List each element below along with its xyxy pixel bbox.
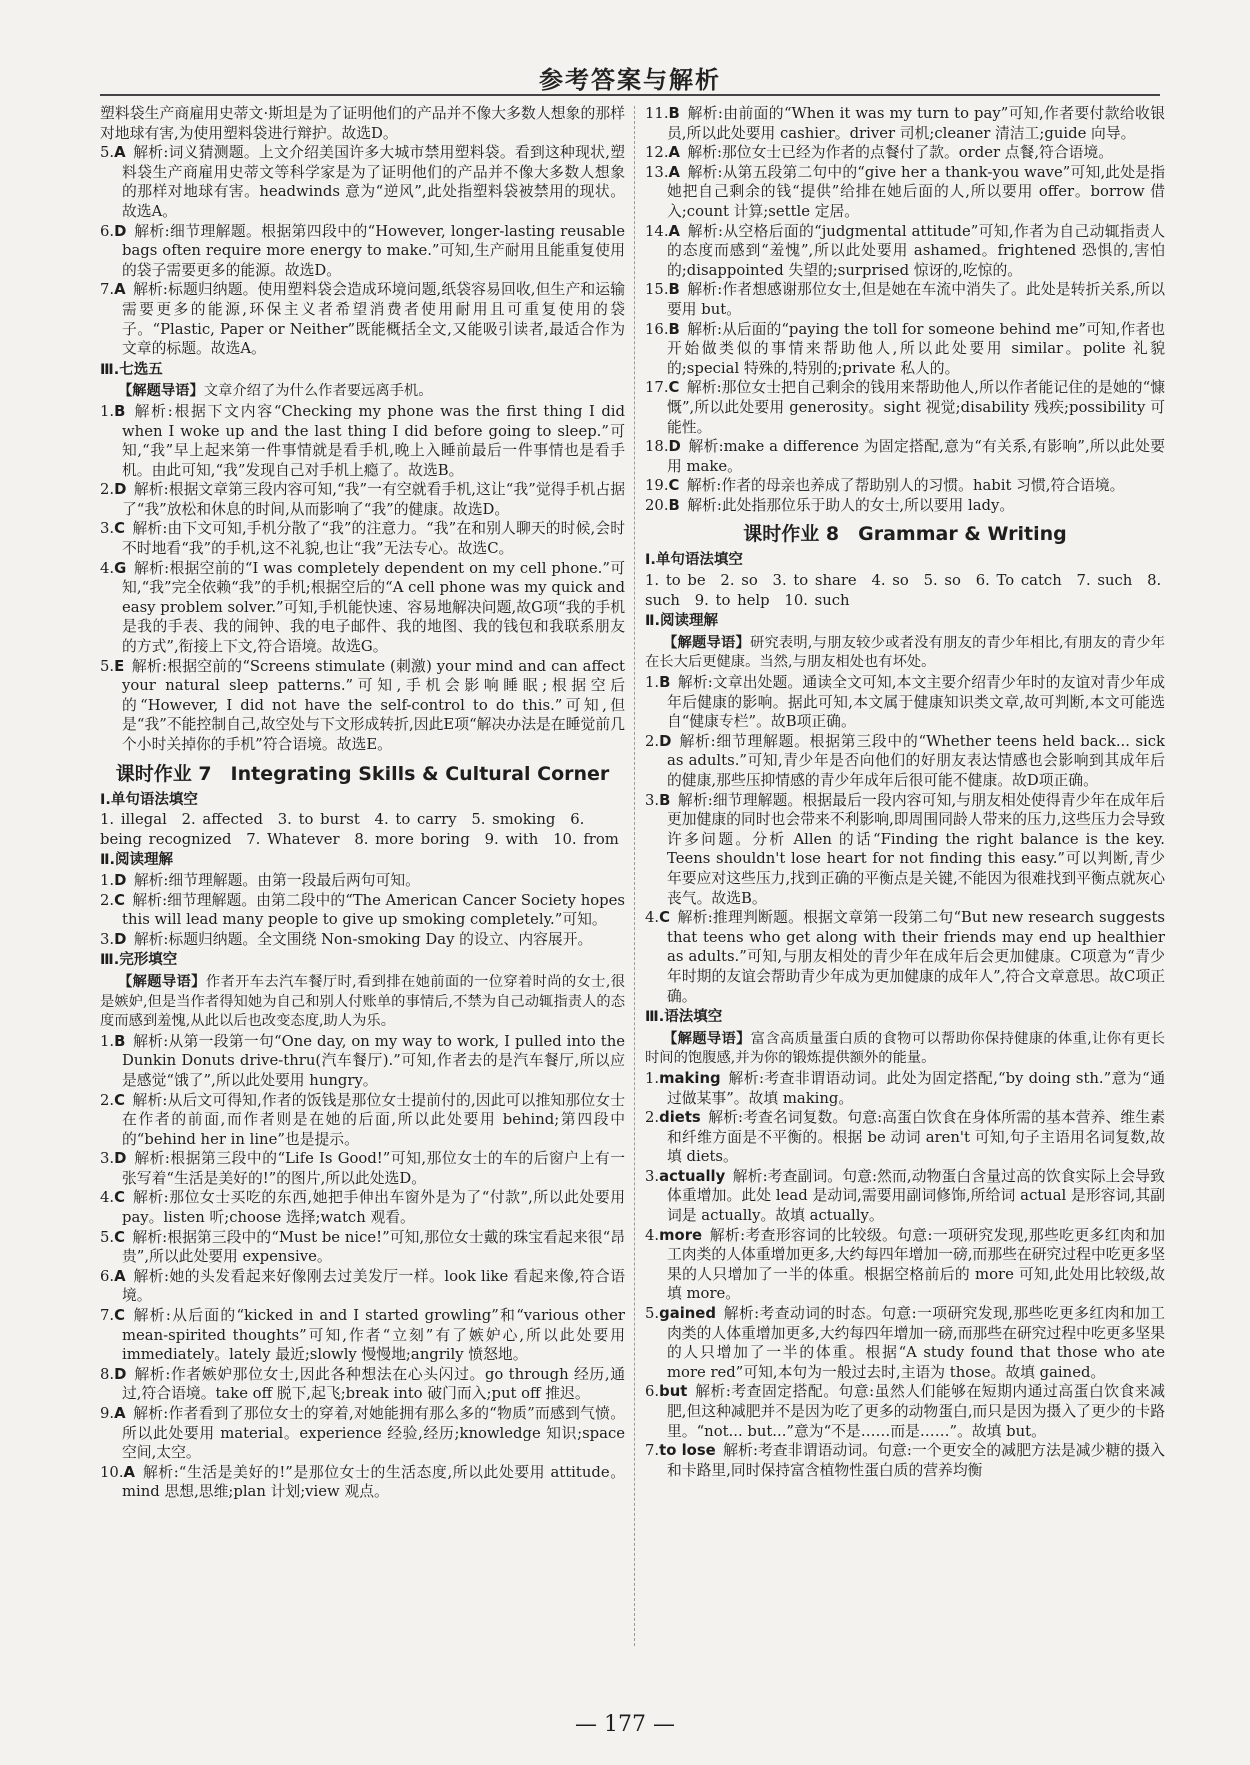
explanation-text: 解析:考查名词复数。句意:高蛋白饮食在身体所需的基本营养、维生素和纤维方面是不平衡的。根据 be 动词 aren't 可知,句子主语用名词复数,故填 diets。 (667, 1109, 1165, 1166)
answer-key: D (114, 1150, 127, 1168)
answer-item (645, 673, 1165, 732)
guide-tag: 【解题导语】 (118, 973, 206, 990)
answer-key: C (114, 1189, 125, 1207)
item-number: 4. (100, 559, 115, 577)
explanation-text: 解析:那位女士已经为作者的点餐付了款。order 点餐,符合语境。 (687, 144, 1114, 162)
item-number: 6. (645, 1383, 660, 1401)
item-number: 6. (100, 222, 115, 240)
answer-item (645, 1382, 1165, 1441)
section-heading: Ⅰ.单句语法填空 (645, 552, 743, 569)
lesson-title: 课时作业 8 Grammar & Writing (743, 523, 1067, 546)
answer-key: A (114, 281, 126, 299)
answer-key: making (659, 1069, 721, 1087)
item-number: 1. (100, 1032, 115, 1050)
item-number: 12. (645, 144, 669, 162)
section-heading: Ⅱ.阅读理解 (645, 613, 719, 630)
explanation-text: 解析:根据空前的“I was completely dependent on my cell phone.”可知,“我”完全依赖“我”的手机;根据空后的“A cell phone was my quick and easy problem solver.”可知,手机能快速、容易地解决问题,故G项“我的手机是我的手表、我的闹钟、我的电子邮件、我的地图、我的钱包和我联系朋友的方式”,衔接上下文,符合语境。故选G。 (122, 559, 625, 656)
answer-key: C (668, 379, 680, 397)
explanation-text: 解析:从空格后面的“judgmental attitude”可知,作者为自己动辄指责人的态度而感到“羞愧”,所以此处要用 ashamed。frightened 恐惧的,害怕的;disappointed 失望的;surprised 惊讶的,吃惊的。 (667, 222, 1165, 279)
answer-key: B (114, 1032, 126, 1050)
explanation-text: 解析:根据下文内容“Checking my phone was the first thing I did when I woke up and the last thing I did before going to sleep.”可知,“我”早上起来第一件事情就是看手机,晚上入睡前最后一件事情也是看手机。由此可知,“我”发现自己对手机上瘾了。故选B。 (122, 402, 625, 479)
guide-text: 富含高质量蛋白质的食物可以帮助你保持健康的体重,让你有更长时间的饱腹感,并为你的锻炼提供额外的能量。 (645, 1030, 1166, 1067)
explanation-text: 解析:考查非谓语动词。句意:一个更安全的减肥方法是减少糖的摄入和卡路里,同时保持富含植物性蛋白质的营养均衡 (667, 1442, 1165, 1479)
answer-item (645, 1069, 1165, 1108)
item-number: 17. (645, 379, 669, 397)
item-number: 3. (645, 1167, 660, 1185)
item-number: 3. (100, 1150, 115, 1168)
explanation-text: 解析:细节理解题。根据最后一段内容可知,与朋友相处使得青少年在成年后更加健康的同时也会带来不利影响,即周围同龄人带来的压力,这些压力会导致许多问题。分析 Allen 的话“Finding the right balance is the key. Teens shouldn't lose heart for not finding this easy.”可以判断,青少年要应对这些压力,找到正确的平衡点是关键,不能因为很难找到平衡点就灰心丧气。故选B。 (667, 791, 1165, 907)
answer-key: B (668, 281, 680, 299)
answer-item (100, 559, 625, 657)
lesson-title: 课时作业 7 Integrating Skills & Cultural Corner (115, 762, 610, 785)
item-number: 5. (100, 657, 115, 675)
guide-tag: 【解题导语】 (118, 383, 204, 400)
explanation-text: 解析:根据空前的“Screens stimulate (刺激) your mind and can affect your natural sleep patterns.”可知,手机会影响睡眠;根据空后的“However, I did not have the self-control to do this.”可知,但是“我”不能控制自己,故空处与下文形成转折,因此E项“解决办法是在睡觉前几个小时关掉你的手机”符合语境。故选E。 (122, 657, 625, 753)
item-number: 4. (645, 1226, 660, 1244)
answer-item (100, 1149, 625, 1188)
item-number: 2. (100, 1091, 115, 1109)
answer-key: A (114, 144, 126, 162)
answer-item (100, 480, 625, 519)
answer-item (100, 222, 625, 281)
answer-key: more (659, 1226, 703, 1244)
item-number: 2. (645, 1109, 660, 1127)
explanation-text: 解析:细节理解题。根据第三段中的“Whether teens held back... sick as adults.”可知,青少年是否向他们的好朋友表达情感也会影响到其成年后的健康,那些压抑情感的青少年成年后很可能不健康。故D项正确。 (667, 732, 1165, 789)
item-number: 15. (645, 281, 669, 299)
explanation-text: 解析:根据文章第三段内容可知,“我”一有空就看手机,这让“我”觉得手机占据了“我”放松和休息的时间,从而影响了“我”的健康。故选D。 (122, 481, 625, 518)
answer-key: gained (659, 1305, 716, 1323)
answer-item (100, 1267, 625, 1306)
explanation-text: 解析:细节理解题。根据第四段中的“However, longer-lasting reusable bags often require more energy to make.”可知,生产耐用且能重复使用的袋子需要更多的能源。故选D。 (122, 222, 625, 279)
header-rule (100, 94, 1160, 96)
explanation-text: 解析:从后面的“paying the toll for someone behind me”可知,作者也开始做类似的事情来帮助他人,所以此处要用 similar。polite 礼貌的;special 特殊的,特别的;private 私人的。 (667, 320, 1165, 377)
explanation-text: 解析:根据第三段中的“Life Is Good!”可知,那位女士的车的后窗户上有一张写着“生活是美好的!”的图片,所以此处选D。 (122, 1150, 625, 1187)
guide-paragraph (645, 634, 1165, 673)
answer-item (645, 104, 1165, 143)
section-heading: Ⅰ.单句语法填空 (100, 791, 198, 808)
answer-key: A (668, 222, 680, 240)
left-column (100, 104, 625, 1502)
answer-key: C (114, 1091, 125, 1109)
guide-paragraph (100, 973, 625, 1032)
answer-key: actually (659, 1167, 726, 1185)
answer-item (645, 1167, 1165, 1226)
item-number: 7. (645, 1442, 660, 1460)
item-number: 19. (645, 477, 669, 495)
answer-key: D (114, 1365, 127, 1383)
guide-tag: 【解题导语】 (663, 1030, 751, 1047)
answer-item (100, 891, 625, 930)
item-number: 1. (100, 402, 115, 420)
answer-list (645, 104, 1165, 515)
answer-item (100, 871, 625, 891)
explanation-text: 解析:作者的母亲也养成了帮助别人的习惯。habit 习惯,符合语境。 (686, 477, 1125, 495)
answer-key: B (668, 105, 680, 122)
explanation-text: 解析:词义猜测题。上文介绍美国许多大城市禁用塑料袋。看到这种现状,塑料袋生产商雇用史蒂文等科学家是为了证明他们的产品并不像大多数人想象的那样对地球有害。headwinds 意为“逆风”,此处指塑料袋被禁用的现状。故选A。 (122, 144, 625, 220)
fill-answers: 1. to be 2. so 3. to share 4. so 5. so 6. To catch 7. such 8. such 9. to help 10. such (645, 572, 1162, 609)
answer-list (100, 871, 625, 949)
answer-item (100, 1306, 625, 1365)
explanation-text: 解析:作者嫉妒那位女士,因此各种想法在心头闪过。go through 经历,通过,符合语境。take off 脱下,起飞;break into 破门而入;put off 推迟。 (122, 1365, 625, 1403)
answer-key: C (114, 1228, 125, 1246)
explanation-text: 解析:那位女士把自己剩余的钱用来帮助他人,所以作者能记住的是她的“慷慨”,所以此处要用 generosity。sight 视觉;disability 残疾;possibility 可能性。 (667, 379, 1165, 436)
explanation-text: 解析:从第五段第二句中的“give her a thank-you wave”可知,此处是指她把自己剩余的钱“提供”给排在她后面的人,所以要用 offer。borrow 借入;count 计算;settle 定居。 (667, 163, 1165, 220)
page-title: 参考答案与解析 (539, 66, 721, 94)
explanation-text: 解析:考查动词的时态。句意:一项研究发现,那些吃更多红肉和加工肉类的人体重增加更多,大约每四年增加一磅,而那些在研究过程中吃更多坚果的人只增加了一半的体重。根据“A study found that those who ate more red”可知,本句为一般过去时,主语为 those。故填 gained。 (667, 1305, 1165, 1381)
explanation-text: 解析:细节理解题。由第二段中的“The American Cancer Society hopes this will lead many people to give up smoking completely.”可知。 (122, 891, 625, 929)
guide-paragraph (645, 1030, 1165, 1069)
item-number: 8. (100, 1365, 115, 1383)
answer-key: C (114, 520, 125, 538)
answer-key: D (114, 481, 127, 499)
item-number: 1. (100, 871, 115, 889)
item-number: 4. (100, 1189, 115, 1207)
answer-item (645, 222, 1165, 281)
answer-item (645, 1304, 1165, 1382)
explanation-text: 解析:细节理解题。由第一段最后两句可知。 (133, 871, 420, 889)
item-number: 5. (645, 1305, 660, 1323)
section-heading: Ⅲ.完形填空 (100, 952, 178, 969)
answer-key: diets (659, 1109, 701, 1127)
explanation-text: 解析:由前面的“When it was my turn to pay”可知,作者要付款给收银员,所以此处要用 cashier。driver 司机;cleaner 清洁工;guide 向导。 (667, 105, 1165, 142)
answer-key: D (668, 438, 681, 456)
answer-item (645, 320, 1165, 379)
item-number: 10. (100, 1463, 124, 1481)
explanation-text: 解析:标题归纳题。使用塑料袋会造成环境问题,纸袋容易回收,但生产和运输需要更多的能源,环保主义者希望消费者使用耐用且可重复使用的袋子。“Plastic, Paper or Neither”既能概括全文,又能吸引读者,最适合作为文章的标题。故选A。 (122, 281, 625, 358)
explanation-text: 解析:考查固定搭配。句意:虽然人们能够在短期内通过高蛋白饮食来减肥,但这种减肥并不是因为吃了更多的动物蛋白,而只是因为摄入了更少的卡路里。“not... but...”意为“不是……而是……”。故填 but。 (667, 1383, 1165, 1440)
answer-item (645, 280, 1165, 319)
item-number: 5. (100, 144, 115, 162)
explanation-text: 解析:此处指那位乐于助人的女士,所以要用 lady。 (687, 496, 1015, 514)
item-number: 20. (645, 496, 669, 514)
item-number: 18. (645, 438, 669, 456)
item-number: 5. (100, 1228, 115, 1246)
item-number: 7. (100, 1307, 115, 1325)
explanation-text: 解析:标题归纳题。全文围绕 Non-smoking Day 的设立、内容展开。 (133, 930, 593, 948)
answer-key: to lose (659, 1442, 716, 1460)
explanation-text: 解析:考查非谓语动词。此处为固定搭配,“by doing sth.”意为“通过做某事”。故填 making。 (667, 1069, 1165, 1107)
item-number: 1. (645, 674, 660, 692)
answer-item (645, 791, 1165, 909)
item-number: 11. (645, 105, 669, 122)
answer-item (645, 496, 1165, 516)
answer-key: A (668, 163, 680, 181)
item-number: 2. (645, 732, 660, 750)
right-column (645, 104, 1165, 1480)
answer-list (100, 143, 625, 359)
answer-item (645, 163, 1165, 222)
answer-item (100, 1228, 625, 1267)
answer-item (100, 280, 625, 358)
item-number: 2. (100, 481, 115, 499)
answer-item (100, 1091, 625, 1150)
explanation-text: 解析:从第一段第一句“One day, on my way to work, I pulled into the Dunkin Donuts drive-thru(汽车餐厅).”可知,作者去的是汽车餐厅,所以应是感觉“饿了”,所以此处要用 hungry。 (122, 1032, 625, 1089)
answer-item (100, 1032, 625, 1091)
answer-key: A (668, 144, 680, 162)
answer-item (645, 732, 1165, 791)
guide-text: 作者开车去汽车餐厅时,看到排在她前面的一位穿着时尚的女士,很是嫉妒,但是当作者得知她为自己和别人付账单的事情后,不禁为自己动辄指责人的态度而感到羞愧,从此以后也改变态度,助人为乐。 (100, 973, 625, 1030)
answer-key: C (659, 909, 670, 927)
answer-key: C (114, 891, 125, 909)
item-number: 14. (645, 222, 669, 240)
explanation-text: 解析:“生活是美好的!”是那位女士的生活态度,所以此处要用 attitude。mind 思想,思维;plan 计划;view 观点。 (122, 1463, 625, 1501)
item-number: 7. (100, 281, 115, 299)
answer-key: C (668, 477, 680, 495)
item-number: 6. (100, 1267, 115, 1285)
answer-item (645, 143, 1165, 163)
item-number: 3. (100, 930, 115, 948)
answer-key: G (114, 559, 127, 577)
answer-item (100, 1404, 625, 1463)
item-number: 13. (645, 163, 669, 181)
answer-item (645, 437, 1165, 476)
answer-item (100, 1463, 625, 1502)
answer-key: A (114, 1267, 126, 1285)
section-heading: Ⅲ.七选五 (100, 361, 163, 378)
item-number: 3. (645, 791, 660, 809)
answer-key: D (114, 930, 127, 948)
answer-item (100, 143, 625, 221)
section-heading: Ⅱ.阅读理解 (100, 852, 174, 869)
answer-item (100, 519, 625, 558)
answer-item (100, 1188, 625, 1227)
answer-key: A (123, 1463, 135, 1481)
answer-key: B (659, 674, 671, 692)
answer-list (100, 402, 625, 755)
answer-key: D (659, 732, 672, 750)
answer-item (645, 378, 1165, 437)
answer-item (100, 930, 625, 950)
item-number: 1. (645, 1069, 660, 1087)
explanation-text: 解析:那位女士买吃的东西,她把手伸出车窗外是为了“付款”,所以此处要用 pay。listen 听;choose 选择;watch 观看。 (122, 1189, 625, 1227)
answer-item (645, 908, 1165, 1006)
guide-text: 文章介绍了为什么作者要远离手机。 (203, 383, 433, 400)
answer-item (645, 1226, 1165, 1304)
section-heading: Ⅲ.语法填空 (645, 1009, 723, 1026)
item-number: 3. (100, 520, 115, 538)
explanation-text: 解析:作者看到了那位女士的穿着,对她能拥有那么多的“物质”而感到气愤。所以此处要用 material。experience 经验,经历;knowledge 知识;space 空间,太空。 (122, 1405, 625, 1462)
answer-key: D (114, 871, 127, 889)
answer-key: B (659, 791, 671, 809)
answer-key: B (668, 320, 680, 338)
answer-key: D (114, 222, 127, 240)
explanation-text: 解析:作者想感谢那位女士,但是她在车流中消失了。此处是转折关系,所以要用 but。 (667, 281, 1165, 318)
answer-item (100, 1365, 625, 1404)
intro-paragraph: 塑料袋生产商雇用史蒂文·斯坦是为了证明他们的产品并不像大多数人想象的那样对地球有害,为使用塑料袋进行辩护。故选D。 (100, 105, 625, 142)
answer-list (645, 673, 1165, 1006)
guide-text: 研究表明,与朋友较少或者没有朋友的青少年相比,有朋友的青少年在长大后更健康。当然,与朋友相处也有坏处。 (645, 634, 1165, 671)
answer-list (100, 1032, 625, 1502)
answer-item (645, 1108, 1165, 1167)
answer-key: A (114, 1405, 126, 1422)
explanation-text: 解析:文章出处题。通读全文可知,本文主要介绍青少年时的友谊对青少年成年后健康的影响。据此可知,本文属于健康知识类文章,故可判断,本文可能选自“健康专栏”。故B项正确。 (667, 674, 1165, 731)
explanation-text: 解析:make a difference 为固定搭配,意为“有关系,有影响”,所以此处要用 make。 (667, 438, 1165, 475)
explanation-text: 解析:从后文可得知,作者的饭钱是那位女士提前付的,因此可以推知那位女士在作者的前面,而作者则是在她的后面,所以此处要用 behind;第四段中的“behind her in line”也是提示。 (122, 1091, 625, 1148)
page-header (100, 58, 1160, 98)
column-divider (634, 106, 635, 1646)
item-number: 16. (645, 320, 669, 338)
answer-key: E (114, 657, 125, 675)
explanation-text: 解析:推理判断题。根据文章第一段第二句“But new research suggests that teens who get along with their friends may end up healthier as adults.”可知,与朋友相处的青少年在成年后会更加健康。C项意为“青少年时期的友谊会帮助青少年成为更加健康的成年人”,符合文章意思。故C项正确。 (667, 909, 1165, 1005)
answer-item (645, 1441, 1165, 1480)
item-number: 9. (100, 1405, 115, 1422)
answer-item (100, 657, 625, 755)
explanation-text: 解析:考查副词。句意:然而,动物蛋白含量过高的饮食实际上会导致体重增加。此处 lead 是动词,需要用副词修饰,所给词 actual 是形容词,其副词是 actually。故填 actually。 (667, 1167, 1165, 1225)
guide-tag: 【解题导语】 (663, 634, 750, 651)
fill-answers: 1. illegal 2. affected 3. to burst 4. to carry 5. smoking 6. being recognized 7. Whatever 8. more boring 9. with 10. from (100, 811, 619, 848)
answer-key: B (668, 496, 680, 514)
explanation-text: 解析:从后面的“kicked in and I started growling”和“various other mean-spirited thoughts”可知,作者“立刻”有了嫉妒心,所以此处要用 immediately。lately 最近;slowly 慢慢地;angrily 愤怒地。 (122, 1307, 625, 1364)
answer-key: B (114, 402, 126, 420)
answer-item (645, 476, 1165, 496)
item-number: 4. (645, 909, 660, 927)
answer-key: but (659, 1383, 688, 1401)
answer-key: C (114, 1307, 125, 1325)
explanation-text: 解析:由下文可知,手机分散了“我”的注意力。“我”在和别人聊天的时候,会时不时地看“我”的手机,这不礼貌,也让“我”无法专心。故选C。 (122, 520, 625, 558)
answer-list (645, 1069, 1165, 1480)
explanation-text: 解析:考查形容词的比较级。句意:一项研究发现,那些吃更多红肉和加工肉类的人体重增加更多,大约每四年增加一磅,而那些在研究过程中吃更多坚果的人只增加了一半的体重。根据空格前后的 more 可知,此处用比较级,故填 more。 (667, 1226, 1165, 1303)
item-number: 2. (100, 891, 115, 909)
guide-paragraph (100, 382, 625, 402)
page-number: — 177 — (575, 1712, 675, 1737)
answer-item (100, 402, 625, 480)
explanation-text: 解析:根据第三段中的“Must be nice!”可知,那位女士戴的珠宝看起来很“昂贵”,所以此处要用 expensive。 (122, 1228, 625, 1266)
explanation-text: 解析:她的头发看起来好像刚去过美发厅一样。look like 看起来像,符合语境。 (122, 1267, 625, 1305)
